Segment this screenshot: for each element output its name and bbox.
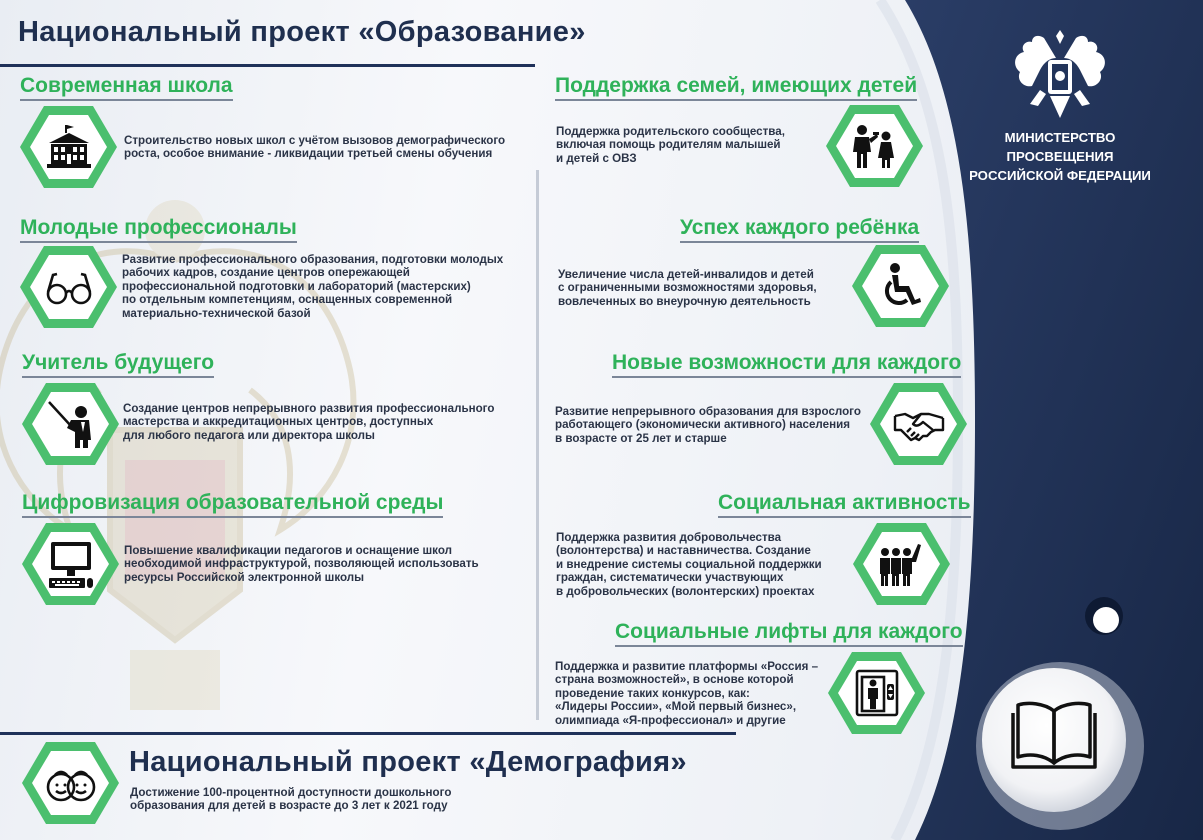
teacher-pointer-icon [45, 398, 97, 450]
desc-line: и детей с ОВЗ [556, 151, 637, 165]
open-book-icon [1010, 697, 1098, 775]
hex-badge [826, 650, 927, 736]
desc-line: с ограниченными возможностями здоровья, [558, 281, 817, 295]
ministry-name [950, 128, 1170, 185]
hex-badge [868, 381, 969, 467]
title-underline [0, 64, 535, 67]
glasses-icon [43, 261, 95, 313]
section-desc-digitalization [124, 544, 479, 584]
desc-line: Достижение 100-процентной доступности дошкольного [130, 786, 452, 799]
desc-line: Поддержка родительского сообщества, [556, 125, 785, 138]
hex-badge [18, 104, 119, 190]
desc-line: в добровольческих (волонтерских) проектах [556, 584, 815, 598]
desc-line: Увеличение числа детей-инвалидов и детей [558, 268, 814, 281]
elevator-icon [851, 667, 903, 719]
section-desc-young-professionals [122, 253, 503, 320]
section-desc-teacher-of-future [123, 402, 494, 442]
desc-line: мастерства и аккредитационных центров, доступных [123, 415, 434, 429]
demography-title: Национальный проект «Демография» [129, 746, 687, 778]
bottom-divider [0, 732, 736, 735]
desc-line: граждан, систематически участвующих [556, 571, 784, 585]
section-title-teacher-of-future: Учитель будущего [22, 351, 214, 378]
ministry-line-1: МИНИСТЕРСТВО [1004, 130, 1116, 145]
desc-line: роста, особое внимание - ликвидации третьей смены обучения [124, 147, 493, 161]
desc-line: олимпиада «Я-профессионал» и другие [555, 713, 786, 727]
section-title-social-lifts: Социальные лифты для каждого [615, 620, 963, 647]
hex-badge [20, 521, 121, 607]
section-title-modern-school: Современная школа [20, 74, 233, 101]
section-desc-family-support [556, 125, 785, 165]
desc-line: в возрасте от 25 лет и старше [555, 431, 727, 445]
handshake-icon [893, 398, 945, 450]
desc-line: включая помощь родителям малышей [556, 138, 781, 152]
wheelchair-icon [875, 260, 927, 312]
desc-line: для любого педагога или директора школы [123, 428, 375, 442]
ministry-line-3: РОССИЙСКОЙ ФЕДЕРАЦИИ [969, 168, 1151, 183]
desc-line: «Лидеры России», «Мой первый бизнес», [555, 700, 797, 714]
desc-line: профессиональной подготовки и лабораторий (мастерских) [122, 279, 471, 293]
column-divider [536, 170, 539, 720]
desc-line: Создание центров непрерывного развития профессионального [123, 402, 495, 415]
desc-line: материально-технической базой [122, 306, 311, 320]
desc-line: и внедрение системы социальной поддержки [556, 557, 822, 571]
desc-line: Развитие профессионального образования, подготовки молодых [122, 253, 504, 266]
eagle-emblem [1010, 26, 1110, 122]
desc-line: по отдельным компетенциям, оснащенных современной [122, 293, 453, 307]
section-title-young-professionals: Молодые профессионалы [20, 216, 297, 243]
desc-line: образования для детей в возрасте до 3 лет к 2021 году [130, 799, 448, 813]
hex-badge [824, 103, 925, 189]
hex-badge [20, 381, 121, 467]
desc-line: необходимой инфраструктурой, позволяющей использовать [124, 557, 479, 571]
desc-line: проведение таких конкурсов, как: [555, 686, 750, 700]
computer-icon [45, 538, 97, 590]
section-desc-new-opportunities [555, 405, 861, 445]
desc-line: Повышение квалификации педагогов и оснащение школ [124, 544, 452, 557]
volunteers-icon [876, 538, 928, 590]
section-title-child-success: Успех каждого ребёнка [680, 216, 919, 243]
section-desc-social-lifts [555, 660, 818, 727]
section-title-family-support: Поддержка семей, имеющих детей [555, 74, 917, 101]
desc-line: ресурсы Российской электронной школы [124, 570, 365, 584]
desc-line: Поддержка и развитие платформы «Россия – [555, 660, 819, 673]
demography-desc [130, 786, 451, 813]
desc-line: (волонтерства) и наставничества. Создание [556, 544, 811, 558]
section-title-digitalization: Цифровизация образовательной среды [22, 491, 443, 518]
section-title-new-opportunities: Новые возможности для каждого [612, 351, 961, 378]
ministry-line-2: ПРОСВЕЩЕНИЯ [1006, 149, 1114, 164]
hex-badge [20, 740, 121, 826]
section-title-social-activity: Социальная активность [718, 491, 971, 518]
desc-line: Строительство новых школ с учётом вызовов демографического [124, 134, 506, 147]
desc-line: работающего (экономически активного) населения [555, 418, 850, 432]
desc-line: Поддержка развития добровольчества [556, 531, 782, 544]
section-desc-modern-school [124, 134, 505, 161]
section-desc-child-success [558, 268, 817, 308]
section-desc-social-activity [556, 531, 822, 598]
school-building-icon [43, 121, 95, 173]
hex-badge [850, 243, 951, 329]
babies-icon [45, 757, 97, 809]
hex-badge [851, 521, 952, 607]
desc-line: вовлеченных во внеурочную деятельность [558, 294, 811, 308]
family-icon [849, 120, 901, 172]
desc-line: рабочих кадров, создание центров опережающей [122, 266, 410, 280]
hex-badge [18, 244, 119, 330]
page-title: Национальный проект «Образование» [18, 16, 586, 48]
desc-line: Развитие непрерывного образования для взрослого [555, 405, 861, 418]
desc-line: страна возможностей», в основе которой [555, 673, 794, 687]
